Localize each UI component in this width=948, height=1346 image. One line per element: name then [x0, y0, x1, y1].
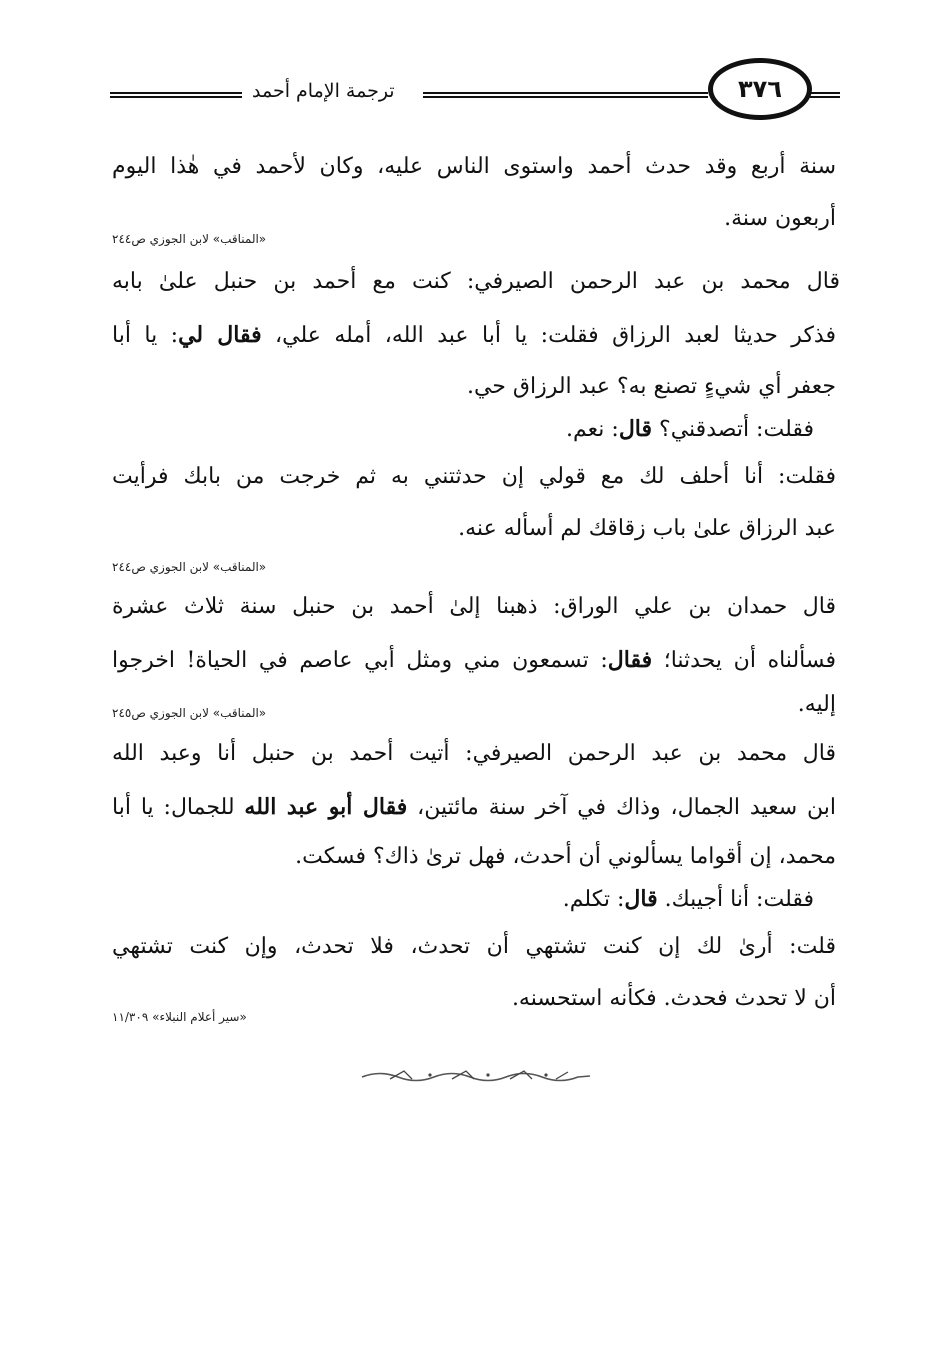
text-line: قال محمد بن عبد الرحمن الصيرفي: كنت مع أحمد بن حنبل علىٰ بابه: [112, 269, 840, 294]
ornament-divider-icon: [360, 1068, 592, 1082]
source-reference: «المناقب» لابن الجوزي ص٢٤٤: [112, 232, 267, 246]
text-line: فقلت: أنا أحلف لك مع قولي إن حدثتني به ثم خرجت من بابك فرأيت: [112, 464, 836, 489]
text-line: فقلت: أنا أجيبك. قال: تكلم.: [562, 886, 814, 912]
text-line: أربعون سنة.: [724, 206, 836, 231]
text-line: ابن سعيد الجمال، وذاك في آخر سنة مائتين، فقال أبو عبد الله للجمال: يا أبا: [112, 794, 836, 820]
text-line: إليه.: [797, 692, 836, 717]
header-rule-middle: [423, 92, 708, 98]
header-rule-left: [110, 92, 242, 98]
header-rule-right: [810, 92, 840, 98]
text-line: قلت: أرىٰ لك إن كنت تشتهي أن تحدث، فلا تحدث، وإن كنت تشتهي: [112, 934, 836, 959]
text-line: قال محمد بن عبد الرحمن الصيرفي: أتيت أحمد بن حنبل أنا وعبد الله: [112, 741, 836, 766]
text-line: قال حمدان بن علي الوراق: ذهبنا إلىٰ أحمد بن حنبل سنة ثلاث عشرة: [112, 594, 836, 619]
running-title: ترجمة الإمام أحمد: [252, 80, 395, 102]
text-line: أن لا تحدث فحدث. فكأنه استحسنه.: [511, 986, 836, 1011]
text-line: فقلت: أتصدقني؟ قال: نعم.: [566, 416, 814, 442]
page-header: [100, 56, 840, 136]
text-line: فذكر حديثا لعبد الرزاق فقلت: يا أبا عبد الله، أمله علي، فقال لي: يا أبا: [112, 322, 836, 348]
source-reference: «المناقب» لابن الجوزي ص٢٤٤: [112, 560, 267, 574]
text-line: فسألناه أن يحدثنا؛ فقال: تسمعون مني ومثل أبي عاصم في الحياة! اخرجوا: [112, 647, 836, 673]
page-number: ٣٧٦: [708, 58, 812, 120]
text-line: محمد، إن أقواما يسألوني أن أحدث، فهل ترىٰ ذاك؟ فسكت.: [295, 844, 836, 869]
text-line: جعفر أي شيءٍ تصنع به؟ عبد الرزاق حي.: [466, 374, 836, 399]
text-line: سنة أربع وقد حدث أحمد واستوى الناس عليه، وكان لأحمد في هٰذا اليوم: [112, 154, 836, 179]
source-reference: «سير أعلام النبلاء» ١١/٣٠٩: [112, 1010, 247, 1024]
source-reference: «المناقب» لابن الجوزي ص٢٤٥: [112, 706, 267, 720]
text-line: عبد الرزاق علىٰ باب زقاقك لم أسأله عنه.: [458, 516, 836, 541]
